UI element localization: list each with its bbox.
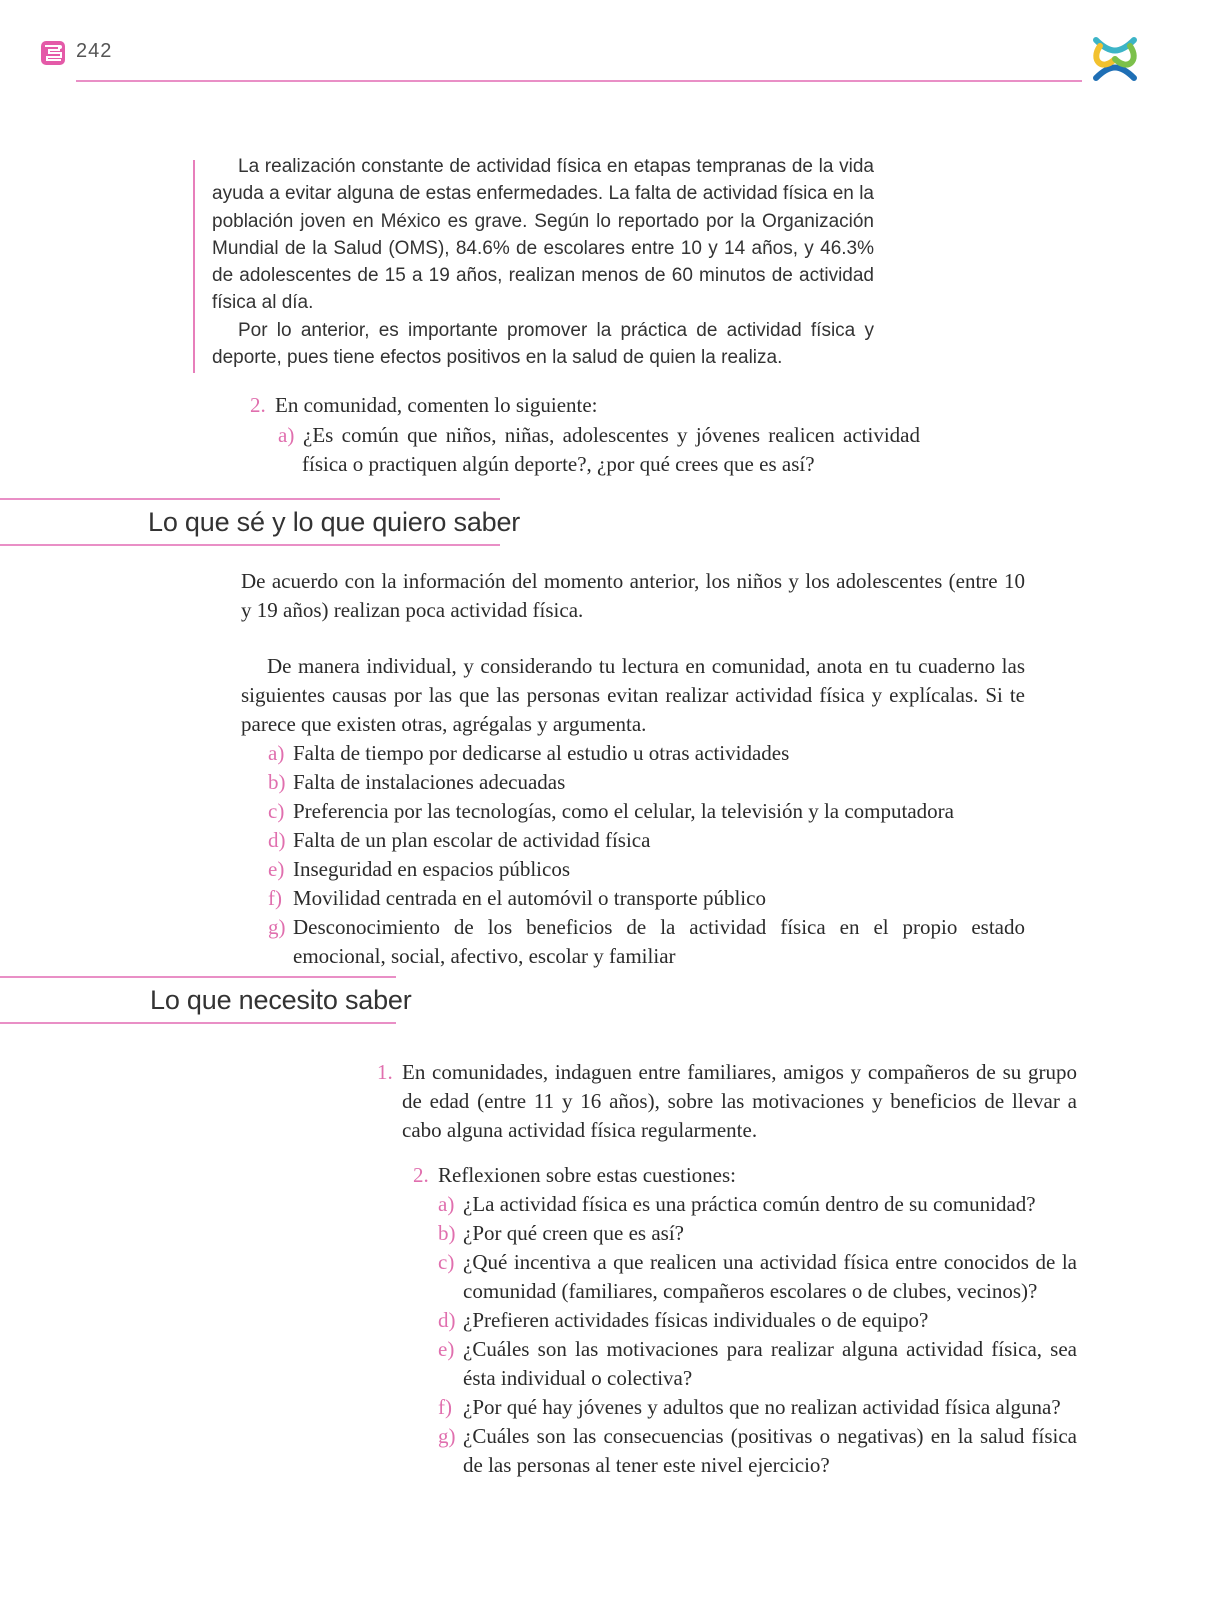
page-number: 242 <box>76 40 113 62</box>
list-item <box>241 797 1025 826</box>
list-item <box>241 884 1025 913</box>
step2-block <box>413 1161 1077 1480</box>
step-row <box>413 1161 1077 1190</box>
item-text: ¿Es común que niños, niñas, adolescentes y jóvenes realicen actividad física o practiquen algún deporte?, ¿por qué crees que es así? <box>302 422 920 476</box>
item-text: ¿Cuáles son las motivaciones para realizar alguna actividad física, sea ésta individual o colectiva? <box>463 1337 1077 1390</box>
item-letter: g) <box>268 915 286 939</box>
step-text: En comunidades, indaguen entre familiares, amigos y compañeros de su grupo de edad (entre 11 y 16 años), sobre las motivaciones y beneficios de llevar a cabo alguna actividad física regularmente. <box>402 1060 1077 1142</box>
list-item <box>241 768 1025 797</box>
item-letter: e) <box>268 857 285 881</box>
section1-body <box>241 567 1025 971</box>
list-item <box>413 1306 1077 1335</box>
item-text: Inseguridad en espacios públicos <box>293 857 571 881</box>
item-letter: f) <box>268 886 282 910</box>
section-rule <box>0 1022 396 1024</box>
section-title: Lo que sé y lo que quiero saber <box>148 507 521 537</box>
list-item <box>413 1190 1077 1219</box>
item-letter: d) <box>438 1308 456 1332</box>
list-item <box>413 1335 1077 1393</box>
causes-list <box>241 739 1025 971</box>
section-rule <box>0 544 500 546</box>
item-letter: d) <box>268 828 286 852</box>
header-rule <box>76 80 1082 82</box>
item-letter: c) <box>268 799 285 823</box>
section-rule <box>0 498 500 500</box>
item-letter: g) <box>438 1424 456 1448</box>
question-block <box>250 391 930 480</box>
list-item <box>241 855 1025 884</box>
list-item <box>241 913 1025 971</box>
section-title: Lo que necesito saber <box>150 985 412 1015</box>
item-letter: f) <box>438 1395 452 1419</box>
item-text: ¿Por qué hay jóvenes y adultos que no realizan actividad física alguna? <box>463 1395 1061 1419</box>
section-rule <box>0 976 396 978</box>
step-text: Reflexionen sobre estas cuestiones: <box>438 1163 736 1187</box>
questions-list <box>413 1190 1077 1480</box>
item-letter: a) <box>268 741 285 765</box>
list-item <box>241 826 1025 855</box>
list-item <box>413 1219 1077 1248</box>
item-letter: a) <box>278 422 295 447</box>
item-text: Falta de instalaciones adecuadas <box>293 770 566 794</box>
item-letter: b) <box>438 1221 456 1245</box>
intro-paragraph: Por lo anterior, es importante promover la práctica de actividad física y deporte, pues tiene efectos positivos en la salud de quien la realiza. <box>212 319 874 369</box>
step-number: 1. <box>377 1060 393 1084</box>
item-text: Desconocimiento de los beneficios de la actividad física en el propio estado emocional, social, afectivo, escolar y familiar <box>293 915 1025 968</box>
item-text: ¿La actividad física es una práctica común dentro de su comunidad? <box>463 1192 1036 1216</box>
item-text: ¿Prefieren actividades físicas individuales o de equipo? <box>463 1308 929 1332</box>
item-text: Preferencia por las tecnologías, como el celular, la televisión y la computadora <box>293 799 954 823</box>
quote-bar <box>193 160 195 373</box>
item-letter: c) <box>438 1250 455 1274</box>
step-row <box>377 1058 1077 1145</box>
item-text: ¿Qué incentiva a que realicen una actividad física entre conocidos de la comunidad (familiares, compañeros escolares o de clubes, vecinos)? <box>463 1250 1077 1303</box>
question-item <box>278 421 920 480</box>
item-text: Falta de tiempo por dedicarse al estudio u otras actividades <box>293 741 790 765</box>
list-item <box>241 739 1025 768</box>
item-text: Movilidad centrada en el automóvil o transporte público <box>293 886 766 910</box>
step-number: 2. <box>413 1163 429 1187</box>
section2-body <box>377 1058 1077 1480</box>
list-item <box>413 1393 1077 1422</box>
colorful-knot-logo-icon <box>1088 32 1142 86</box>
list-item <box>413 1248 1077 1306</box>
pink-glyph-icon <box>40 40 66 66</box>
item-letter: a) <box>438 1192 455 1216</box>
intro-paragraph: La realización constante de actividad física en etapas tempranas de la vida ayuda a evitar alguna de estas enfermedades. La falta de actividad física en la población joven en México es grave. Según lo reportado por la Organización Mundial de la Salud (OMS), 84.6% de escolares entre 10 y 14 años, y 46.3% de adolescentes de 15 a 19 años, realizan menos de 60 minutos de actividad física al día. <box>212 156 874 314</box>
item-letter: e) <box>438 1337 455 1361</box>
question-number: 2. <box>250 393 266 417</box>
list-item <box>413 1422 1077 1480</box>
item-letter: b) <box>268 770 286 794</box>
section1-paragraph: De acuerdo con la información del momento anterior, los niños y los adolescentes (entre 10 y 19 años) realizan poca actividad física. <box>241 569 1025 622</box>
item-text: ¿Por qué creen que es así? <box>463 1221 684 1245</box>
question-text: En comunidad, comenten lo siguiente: <box>275 393 598 417</box>
section1-paragraph: De manera individual, y considerando tu lectura en comunidad, anota en tu cuaderno las siguientes causas por las que las personas evitan realizar actividad física y explícalas. Si te parece que existen otras, agrégalas y argumenta. <box>241 654 1025 736</box>
question-row <box>250 391 930 421</box>
intro-text <box>212 153 874 371</box>
item-text: Falta de un plan escolar de actividad física <box>293 828 651 852</box>
item-text: ¿Cuáles son las consecuencias (positivas o negativas) en la salud física de las personas al tener este nivel ejercicio? <box>463 1424 1077 1477</box>
